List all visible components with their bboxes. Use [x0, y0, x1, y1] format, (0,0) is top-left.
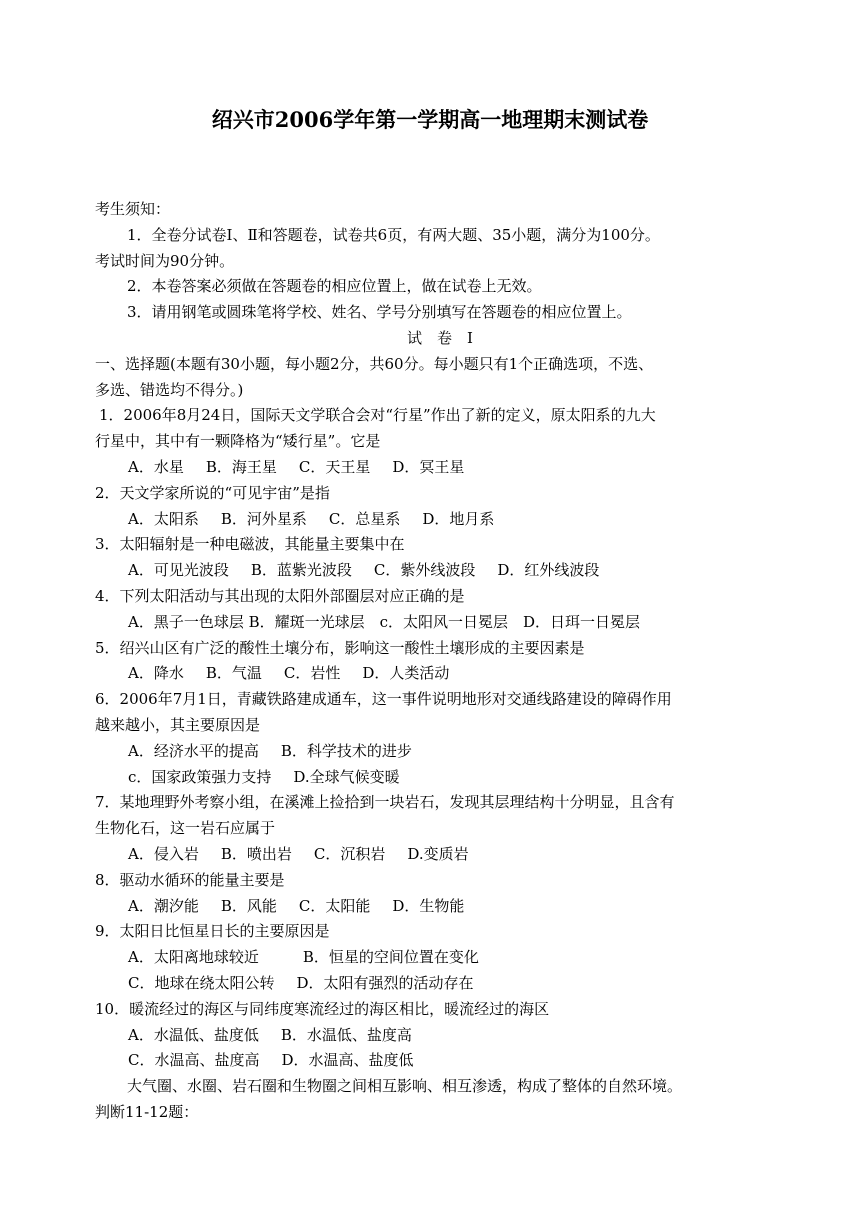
- question-6-stem-cont: 越来越小，其主要原因是: [95, 715, 261, 734]
- q9-option-c: C．地球在绕太阳公转: [128, 973, 275, 992]
- notice-heading: 考生须知：: [95, 200, 171, 218]
- question-7-options: [95, 842, 785, 868]
- q9-option-b: B．恒星的空间位置在变化: [302, 948, 479, 967]
- question-6-stem: 6．2006年7月1日，青藏铁路建成通车，这一事件说明地形对交通线路建设的障碍作用: [95, 690, 672, 709]
- q6-option-d: D.全球气候变暖: [293, 767, 400, 786]
- question-9-options-row2: [95, 971, 785, 997]
- question-5-stem: 5．绍兴山区有广泛的酸性土壤分布，影响这一酸性土壤形成的主要因素是: [95, 638, 585, 657]
- q2-option-c: C．总星系: [328, 509, 401, 528]
- question-9-options-row1: [95, 945, 785, 971]
- q7-option-d: D.变质岩: [407, 844, 469, 863]
- question-7-stem-cont: 生物化石，这一岩石应属于: [95, 819, 276, 838]
- part1-heading-cont: 多选、错选均不得分。): [95, 380, 244, 399]
- question-8-stem: 8．驱动水循环的能量主要是: [95, 870, 285, 889]
- question-8-options: [95, 894, 785, 920]
- q1-option-d: D．冥王星: [392, 457, 465, 476]
- q10-option-d: D．水温高、盐度低: [281, 1051, 414, 1070]
- question-10-options-row2: [95, 1048, 785, 1074]
- question-6-options-row1: [95, 739, 785, 765]
- q3-option-c: C．紫外线波段: [373, 561, 476, 580]
- q3-option-a: A．可见光波段: [128, 561, 229, 580]
- q5-option-d: D．人类活动: [362, 664, 450, 683]
- question-1-options: [95, 455, 785, 481]
- q8-option-d: D．生物能: [392, 896, 465, 915]
- q5-option-a: A．降水: [128, 664, 184, 683]
- q6-option-c: c．国家政策强力支持: [128, 767, 272, 786]
- question-3-stem: 3．太阳辐射是一种电磁波，其能量主要集中在: [95, 535, 405, 554]
- exam-content: [95, 197, 785, 1126]
- notice-item-2: 2．本卷答案必须做在答题卷的相应位置上，做在试卷上无效。: [127, 277, 542, 296]
- q5-option-b: B．气温: [205, 664, 262, 683]
- question-4-options: A．黑子一色球层 B．耀斑一光球层 c．太阳风一日冕层 D．日珥一日冕层: [128, 612, 641, 631]
- q3-option-d: D．红外线波段: [497, 561, 600, 580]
- question-4-stem: 4．下列太阳活动与其出现的太阳外部圈层对应正确的是: [95, 586, 465, 605]
- q3-option-b: B．蓝紫光波段: [250, 561, 352, 580]
- question-6-options-row2: [95, 765, 785, 791]
- q7-option-b: B．喷出岩: [220, 844, 292, 863]
- question-7-stem: 7．某地理野外考察小组，在溪滩上捡拾到一块岩石，发现其层理结构十分明显，且含有: [95, 793, 675, 812]
- question-1-stem: 1．2006年8月24日，国际天文学联合会对“行星”作出了新的定义，原太阳系的九大: [99, 406, 656, 425]
- notice-item-1: 1．全卷分试卷Ⅰ、Ⅱ和答题卷，试卷共6页，有两大题、35小题，满分为100分。: [127, 225, 660, 244]
- q10-option-b: B．水温低、盐度高: [280, 1025, 412, 1044]
- q7-option-c: C．沉积岩: [313, 844, 386, 863]
- question-2-stem: 2．天文学家所说的“可见宇宙”是指: [95, 483, 330, 502]
- question-5-options: [95, 661, 785, 687]
- page-title: 绍兴市2006学年第一学期高一地理期末测试卷: [211, 107, 649, 132]
- q1-option-b: B．海王星: [205, 457, 277, 476]
- q8-option-c: C．太阳能: [298, 896, 371, 915]
- q1-option-c: C．天王星: [298, 457, 371, 476]
- q10-option-c: C．水温高、盐度高: [128, 1051, 260, 1070]
- q2-option-a: A．太阳系: [128, 509, 199, 528]
- q6-option-b: B．科学技术的进步: [280, 741, 412, 760]
- question-9-stem: 9．太阳日比恒星日长的主要原因是: [95, 922, 330, 941]
- question-10-options-row1: [95, 1023, 785, 1049]
- section-title: 试 卷 Ⅰ: [407, 328, 473, 347]
- q8-option-b: B．风能: [220, 896, 277, 915]
- q2-option-b: B．河外星系: [220, 509, 307, 528]
- passage-text-cont: 判断11-12题：: [95, 1102, 199, 1121]
- question-2-options: [95, 507, 785, 533]
- passage-text: 大气圈、水圈、岩石圈和生物圈之间相互影响、相互渗透，构成了整体的自然环境。: [127, 1077, 683, 1096]
- q10-option-a: A．水温低、盐度低: [128, 1025, 259, 1044]
- q9-option-d: D．太阳有强烈的活动存在: [296, 973, 474, 992]
- question-10-stem: 10．暖流经过的海区与同纬度寒流经过的海区相比，暖流经过的海区: [95, 999, 550, 1018]
- question-1-stem-cont: 行星中，其中有一颗降格为“矮行星”。它是: [95, 432, 381, 451]
- q7-option-a: A．侵入岩: [128, 844, 199, 863]
- notice-item-1-cont: 考试时间为90分钟。: [95, 251, 235, 270]
- part1-heading: 一、选择题(本题有30小题，每小题2分，共60分。每小题只有1个正确选项，不选、: [95, 354, 654, 373]
- q9-option-a: A．太阳离地球较近: [128, 948, 259, 967]
- q2-option-d: D．地月系: [422, 509, 495, 528]
- q8-option-a: A．潮汐能: [128, 896, 199, 915]
- question-3-options: [95, 558, 785, 584]
- q6-option-a: A．经济水平的提高: [128, 741, 259, 760]
- q5-option-c: C．岩性: [283, 664, 341, 683]
- notice-item-3: 3．请用钢笔或圆珠笔将学校、姓名、学号分别填写在答题卷的相应位置上。: [127, 303, 632, 322]
- q1-option-a: A．水星: [128, 457, 184, 476]
